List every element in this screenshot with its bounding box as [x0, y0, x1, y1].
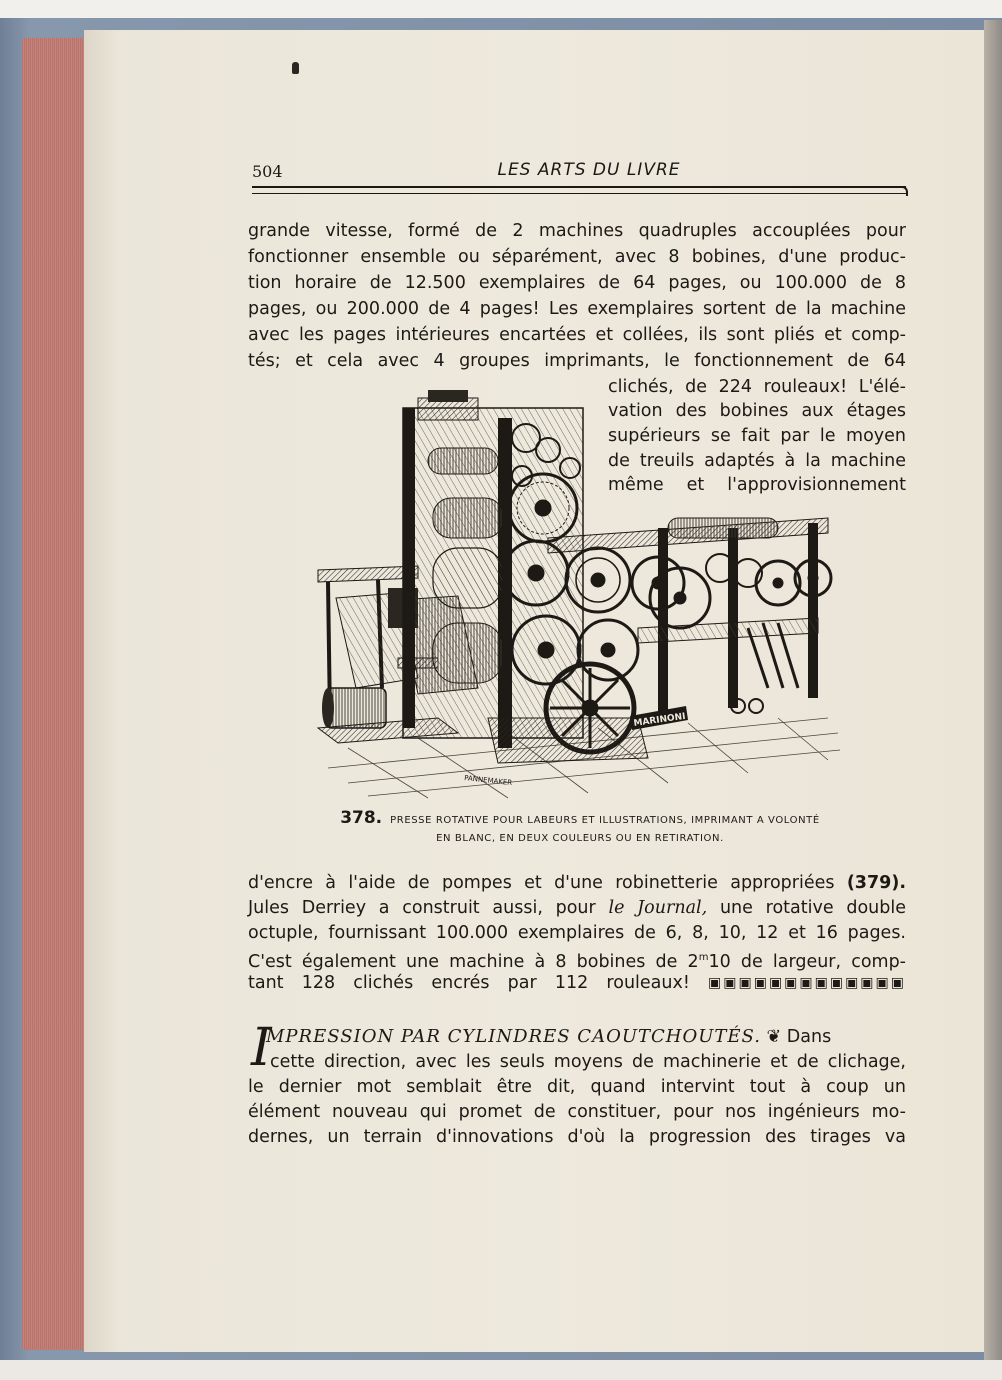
- text-line: de treuils adaptés à la machine: [608, 451, 906, 471]
- figure-caption-line1: [300, 808, 860, 828]
- newspaper-title: le Journal,: [608, 898, 708, 918]
- text-line: pages, ou 200.000 de 4 pages! Les exemplaires sortent de la machine: [248, 299, 906, 319]
- right-binding: [984, 20, 1002, 1360]
- text-line: même et l'approvisionnement: [608, 475, 906, 495]
- text-line: dernes, un terrain d'innovations d'où la progression des tirages va: [248, 1127, 906, 1147]
- line-filler-ornaments: ▣▣▣▣▣▣▣▣▣▣▣▣▣: [708, 975, 906, 991]
- text-line: fonctionner ensemble ou séparément, avec 8 bobines, d'une produc-: [248, 247, 906, 267]
- text-line: [248, 895, 906, 921]
- text-line: supérieurs se fait par le moyen: [608, 426, 906, 446]
- text-span: tant 128 clichés encrés par 112 rouleaux!: [248, 973, 690, 993]
- page-number: 504: [252, 162, 283, 181]
- text-span: 10 de largeur, comp-: [708, 951, 906, 972]
- text-span: d'encre à l'aide de pompes et d'une robinetterie appropriées: [248, 873, 847, 893]
- book-title: LES ARTS DU LIVRE: [497, 160, 681, 180]
- page-edges: [22, 38, 86, 1350]
- text-line: tion horaire de 12.500 exemplaires de 64 pages, ou 100.000 de 8: [248, 273, 906, 293]
- text-span: C'est également une machine à 8 bobines de 2: [248, 951, 699, 972]
- text-span: une rotative double: [707, 898, 906, 918]
- text-line: grande vitesse, formé de 2 machines quadruples accouplées pour: [248, 221, 906, 241]
- text-line: vation des bobines aux étages: [608, 401, 906, 421]
- text-line: [248, 945, 906, 971]
- text-span: Dans: [781, 1027, 832, 1047]
- section-heading-line: [266, 1024, 906, 1050]
- header-rule-ornament: [898, 186, 908, 196]
- superscript: m: [698, 952, 709, 963]
- text-line: [248, 870, 906, 896]
- section-title: MPRESSION PAR CYLINDRES CAOUTCHOUTÉS.: [266, 1026, 761, 1047]
- text-line: élément nouveau qui promet de constituer, pour nos ingénieurs mo-: [248, 1102, 906, 1122]
- text-line: octuple, fournissant 100.000 exemplaires de 6, 8, 10, 12 et 16 pages.: [248, 923, 906, 943]
- fleuron-icon: ❦: [766, 1027, 782, 1047]
- text-line: [248, 970, 906, 996]
- header-rule: [252, 186, 906, 188]
- text-span: Jules Derriey a construit aussi, pour: [248, 898, 609, 918]
- header-rule-thin: [252, 193, 906, 194]
- caption-text: EN BLANC, EN DEUX COULEURS OU EN RETIRATION.: [436, 833, 724, 844]
- text-line: avec les pages intérieures encartées et collées, ils sont pliés et comp-: [248, 325, 906, 345]
- figure-caption-line2: [300, 826, 860, 845]
- engraver-signature: PANNEMAKER: [463, 774, 513, 788]
- caption-text: PRESSE ROTATIVE POUR LABEURS ET ILLUSTRATIONS, IMPRIMANT A VOLONTÉ: [390, 815, 820, 826]
- top-margin: [0, 0, 1002, 18]
- text-line: clichés, de 224 rouleaux! L'élé-: [608, 377, 906, 397]
- maker-plate-label: MARINONI: [633, 711, 687, 729]
- running-head: [252, 160, 906, 184]
- figure-number: 378.: [340, 808, 383, 828]
- text-line: cette direction, avec les seuls moyens de machinerie et de clichage,: [270, 1052, 906, 1072]
- rotary-press-engraving: [308, 388, 844, 800]
- drop-cap: I: [251, 1018, 272, 1078]
- text-line: le dernier mot semblait être dit, quand intervint tout à coup un: [248, 1077, 906, 1097]
- text-line: tés; et cela avec 4 groupes imprimants, le fonctionnement de 64: [248, 351, 906, 371]
- ink-mark: [292, 62, 299, 74]
- figure-reference: (379).: [846, 873, 906, 893]
- bottom-margin: [0, 1360, 1002, 1380]
